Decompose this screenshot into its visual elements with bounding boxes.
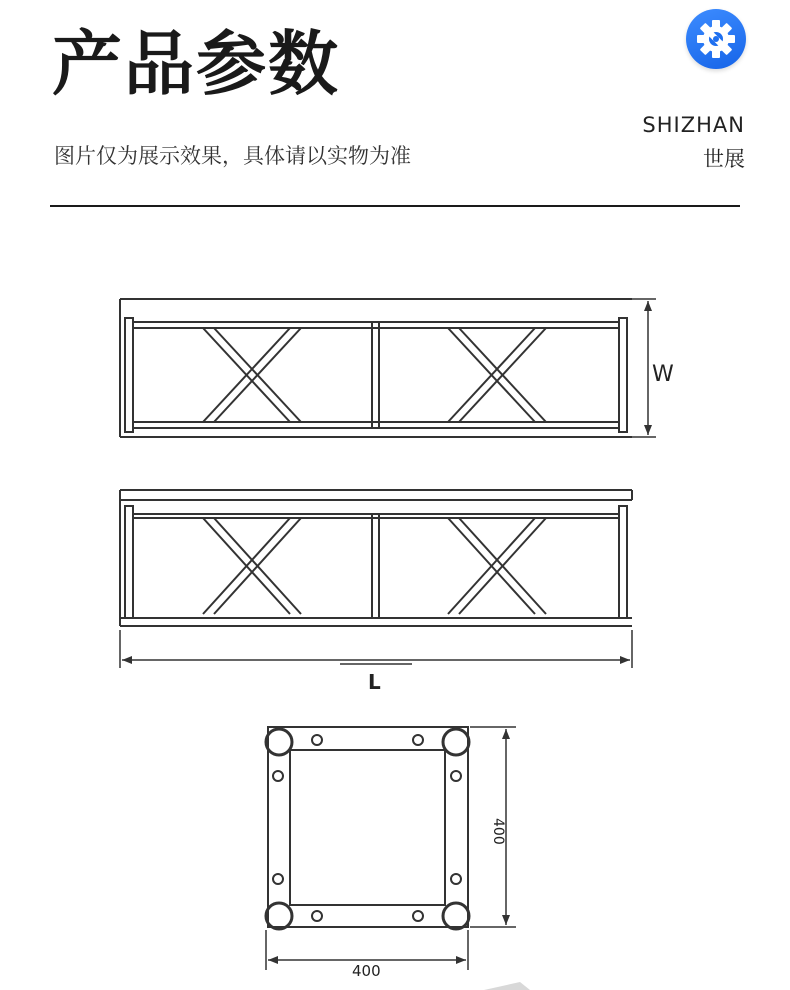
- page-title: 产品参数: [52, 23, 340, 105]
- section-height-label: 400: [490, 818, 506, 845]
- section-width-label: 400: [352, 962, 381, 980]
- disclaimer-text: 图片仅为展示效果，具体请以实物为准: [54, 144, 411, 168]
- brand-name-chinese: 世展: [703, 147, 745, 171]
- width-label: W: [652, 362, 674, 387]
- truss-front-view: [120, 490, 632, 626]
- brand-name-english: SHIZHAN: [642, 113, 745, 137]
- truss-top-view: [120, 299, 632, 437]
- next-section-preview: [484, 982, 530, 990]
- length-label: L: [368, 670, 381, 694]
- length-dimension-line: [120, 630, 632, 668]
- truss-cross-section: [266, 727, 469, 929]
